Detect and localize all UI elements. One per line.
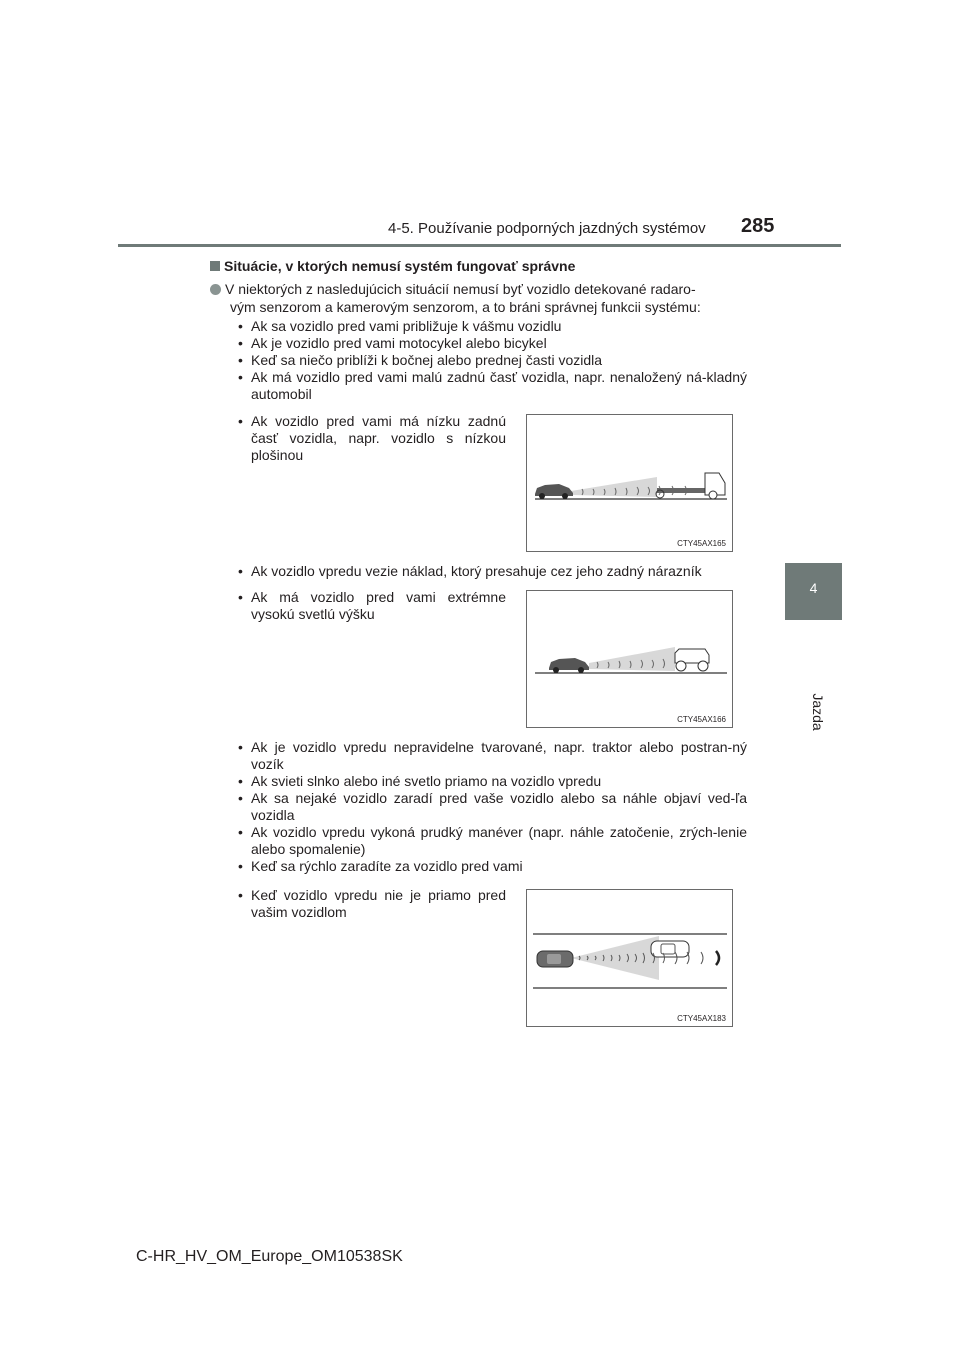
list-item: • Ak má vozidlo pred vami extrémne vysokú svetlú výšku bbox=[238, 589, 506, 623]
section-heading bbox=[210, 258, 575, 274]
figure-3 bbox=[526, 889, 733, 1027]
figure-1-illustration bbox=[527, 415, 732, 551]
intro-line-2: vým senzorom a kamerovým senzorom, a to bráni správnej funkcii systému: bbox=[230, 299, 701, 315]
chapter-tab-number: 4 bbox=[785, 563, 842, 620]
circle-bullet-icon bbox=[210, 284, 221, 295]
list-item: • Keď sa niečo priblíži k bočnej alebo prednej časti vozidla bbox=[238, 352, 747, 369]
page-number: 285 bbox=[741, 215, 775, 237]
figure-1 bbox=[526, 414, 733, 552]
list-item: • Ak svieti slnko alebo iné svetlo priamo na vozidlo vpredu bbox=[238, 773, 747, 790]
list-item: • Keď vozidlo vpredu nie je priamo pred vašim vozidlom bbox=[238, 887, 506, 921]
bullet-list-1 bbox=[238, 318, 747, 403]
bullet-list-after-fig1 bbox=[238, 563, 747, 580]
chapter-tab-label: Jazda bbox=[810, 693, 826, 731]
bullet-list-2 bbox=[238, 739, 747, 875]
list-item: • Ak vozidlo pred vami má nízku zadnú časť vozidla, napr. vozidlo s nízkou plošinou bbox=[238, 413, 506, 464]
bullet-list-fig2 bbox=[238, 589, 506, 623]
list-item: • Ak sa nejaké vozidlo zaradí pred vaše vozidlo alebo sa náhle objaví ved-ľa vozidla bbox=[238, 790, 747, 824]
figure-2-illustration bbox=[527, 591, 732, 727]
bullet-list-fig3 bbox=[238, 887, 506, 921]
figure-3-illustration bbox=[527, 890, 732, 1026]
list-item: • Ak má vozidlo pred vami malú zadnú časť vozidla, napr. nenaložený ná-kladný automobil bbox=[238, 369, 747, 403]
list-item: • Ak je vozidlo pred vami motocykel alebo bicykel bbox=[238, 335, 747, 352]
figure-2-code: CTY45AX166 bbox=[677, 715, 726, 724]
intro-line-1: V niektorých z nasledujúcich situácií nemusí byť vozidlo detekované radaro- bbox=[225, 281, 696, 297]
document-id-footer: C-HR_HV_OM_Europe_OM10538SK bbox=[136, 1248, 403, 1265]
list-item: • Ak sa vozidlo pred vami približuje k vášmu vozidlu bbox=[238, 318, 747, 335]
figure-2 bbox=[526, 590, 733, 728]
list-item: • Ak vozidlo vpredu vykoná prudký manéver (napr. náhle zatočenie, zrých-lenie alebo spomalenie) bbox=[238, 824, 747, 858]
section-heading-text: Situácie, v ktorých nemusí systém fungovať správne bbox=[224, 258, 576, 274]
header-rule bbox=[118, 244, 841, 247]
square-bullet-icon bbox=[210, 261, 220, 271]
intro-paragraph bbox=[210, 280, 756, 316]
list-item: • Ak je vozidlo vpredu nepravidelne tvarované, napr. traktor alebo postran-ný vozík bbox=[238, 739, 747, 773]
figure-1-code: CTY45AX165 bbox=[677, 539, 726, 548]
running-header-title: 4-5. Používanie podporných jazdných systémov bbox=[388, 220, 706, 237]
figure-3-code: CTY45AX183 bbox=[677, 1014, 726, 1023]
bullet-list-fig1 bbox=[238, 413, 506, 464]
list-item: • Ak vozidlo vpredu vezie náklad, ktorý presahuje cez jeho zadný nárazník bbox=[238, 563, 747, 580]
list-item: • Keď sa rýchlo zaradíte za vozidlo pred vami bbox=[238, 858, 747, 875]
